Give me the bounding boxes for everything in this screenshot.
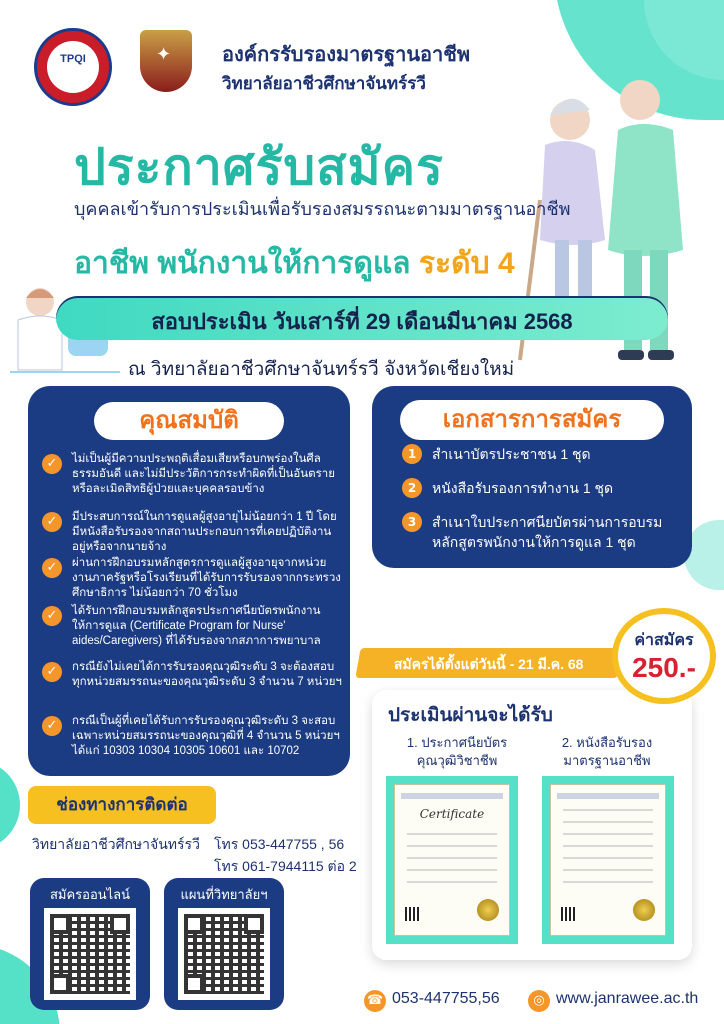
- register-online-label: สมัครออนไลน์: [49, 887, 131, 902]
- qualifications-heading: คุณสมบัติ: [94, 402, 284, 440]
- document-text: หนังสือรับรองการทำงาน 1 ชุด: [432, 480, 614, 496]
- fee-value: 250.-: [632, 652, 696, 683]
- seal-icon: [477, 899, 499, 921]
- occupation-name: อาชีพ พนักงานให้การดูแล: [74, 247, 411, 280]
- globe-icon: ◎: [528, 990, 550, 1012]
- certificate-image: [386, 776, 518, 944]
- org-name: องค์กรรับรองมาตรฐานอาชีพ: [222, 44, 471, 66]
- contact-phone-1[interactable]: โทร 053-447755 , 56: [214, 836, 345, 852]
- announcement-subtitle: บุคคลเข้ารับการประเมินเพื่อรับรองสมรรถนะตามมาตรฐานอาชีพ: [74, 199, 571, 219]
- occupation-level: ระดับ 4: [418, 247, 515, 280]
- check-icon: ✓: [42, 606, 62, 626]
- attestation-image: [542, 776, 674, 944]
- number-badge: 2: [402, 478, 422, 498]
- exam-date-text: สอบประเมิน วันเสาร์ที่ 29 เดือนมีนาคม 2568: [151, 309, 573, 334]
- contact-name: วิทยาลัยอาชีวศึกษาจันทร์รวี: [32, 836, 200, 852]
- certificate-caption-1: 1. ประกาศนียบัตร คุณวุฒิวิชาชีพ: [406, 735, 508, 768]
- certificate-caption-2: 2. หนังสือรับรอง มาตรฐานอาชีพ: [561, 735, 653, 768]
- footer-phone[interactable]: 053-447755,56: [392, 990, 500, 1007]
- qr-code-icon[interactable]: [178, 908, 270, 1000]
- number-badge: 1: [402, 444, 422, 464]
- phone-icon: ☎: [364, 990, 386, 1012]
- exam-date-banner: [56, 296, 668, 340]
- certificates-heading: ประเมินผ่านจะได้รับ: [388, 705, 553, 726]
- college-map-label: แผนที่วิทยาลัยฯ: [180, 887, 268, 902]
- apply-period-text: สมัครได้ตั้งแต่วันนี้ - 21 มี.ค. 68: [393, 656, 584, 672]
- venue-text: ณ วิทยาลัยอาชีวศึกษาจันทร์รวี จังหวัดเชียงใหม่: [128, 359, 515, 380]
- register-online-qr[interactable]: [30, 878, 150, 1010]
- qualification-text: ผ่านการฝึกอบรมหลักสูตรการดูแลผู้สูงอายุจากหน่วยงานภาครัฐหรือโรงเรียนที่ได้รับการรับรองจากกระทรวงศึกษาธิการ ไม่น้อยกว่า 70 ชั่วโมง: [72, 557, 341, 599]
- qualification-text: มีประสบการณ์ในการดูแลผู้สูงอายุไม่น้อยกว่า 1 ปี โดยมีหนังสือรับรองจากสถานประกอบการที่เคยปฏิบัติงานอยู่หรือจากนายจ้าง: [72, 511, 337, 553]
- certificates-panel: [372, 690, 692, 960]
- apply-period-banner: [355, 648, 622, 678]
- occupation-line: [74, 240, 515, 287]
- fee-bubble: [612, 608, 716, 704]
- qualification-text: กรณีเป็นผู้ที่เคยได้รับการรับรองคุณวุฒิระดับ 3 จะสอบเฉพาะหน่วยสมรรถนะของคุณวุฒิที่ 4 จำนวน 5 หน่วยฯ ได้แก่ 10303 10304 10305 10601 และ 10702: [72, 715, 340, 757]
- number-badge: 3: [402, 512, 422, 532]
- check-icon: ✓: [42, 716, 62, 736]
- check-icon: ✓: [42, 454, 62, 474]
- documents-heading: เอกสารการสมัคร: [400, 400, 664, 440]
- check-icon: ✓: [42, 512, 62, 532]
- document-text: สำเนาใบประกาศนียบัตรผ่านการอบรมหลักสูตรพนักงานให้การดูแล 1 ชุด: [432, 514, 663, 550]
- college-name: วิทยาลัยอาชีวศึกษาจันทร์รวี: [222, 74, 426, 93]
- certificate-script: Certificate: [419, 807, 485, 821]
- fee-label: ค่าสมัคร: [634, 632, 694, 649]
- contact-phone-2[interactable]: โทร 061-7944115 ต่อ 2: [214, 858, 357, 874]
- check-icon: ✓: [42, 558, 62, 578]
- college-map-qr[interactable]: [164, 878, 284, 1010]
- tpqi-logo: [34, 28, 112, 106]
- qr-code-icon[interactable]: [44, 908, 136, 1000]
- qualification-text: ได้รับการฝึกอบรมหลักสูตรประกาศนียบัตรพนักงานให้การดูแล (Certificate Program for Nurse' aides/Caregivers) ที่ได้รับรองจากสภาการพยาบาล: [72, 605, 321, 647]
- college-logo: ✦: [140, 30, 192, 92]
- decor-blob-left: [0, 760, 20, 850]
- qualification-text: ไม่เป็นผู้มีความประพฤติเสื่อมเสียหรือบกพร่องในศีลธรรมอันดี และไม่มีประวัติการกระทำผิดที่เป็นอันตรายหรือละเมิดสิทธิผู้ป่วยและบุคคลรอบข้าง: [72, 453, 335, 495]
- document-text: สำเนาบัตรประชาชน 1 ชุด: [432, 446, 591, 462]
- tpqi-logo-text: TPQI: [60, 53, 86, 65]
- seal-icon: [633, 899, 655, 921]
- footer-website[interactable]: www.janrawee.ac.th: [556, 990, 699, 1007]
- check-icon: ✓: [42, 662, 62, 682]
- announcement-title: ประกาศรับสมัคร: [74, 139, 444, 195]
- qualifications-panel: [28, 386, 350, 776]
- qualification-text: กรณียังไม่เคยได้การรับรองคุณวุฒิระดับ 3 จะต้องสอบทุกหน่วยสมรรถนะของคุณวุฒิระดับ 3 จำนวน 7 หน่วยฯ: [72, 661, 342, 688]
- documents-panel: [372, 386, 692, 568]
- contact-heading: ช่องทางการติดต่อ: [28, 786, 216, 824]
